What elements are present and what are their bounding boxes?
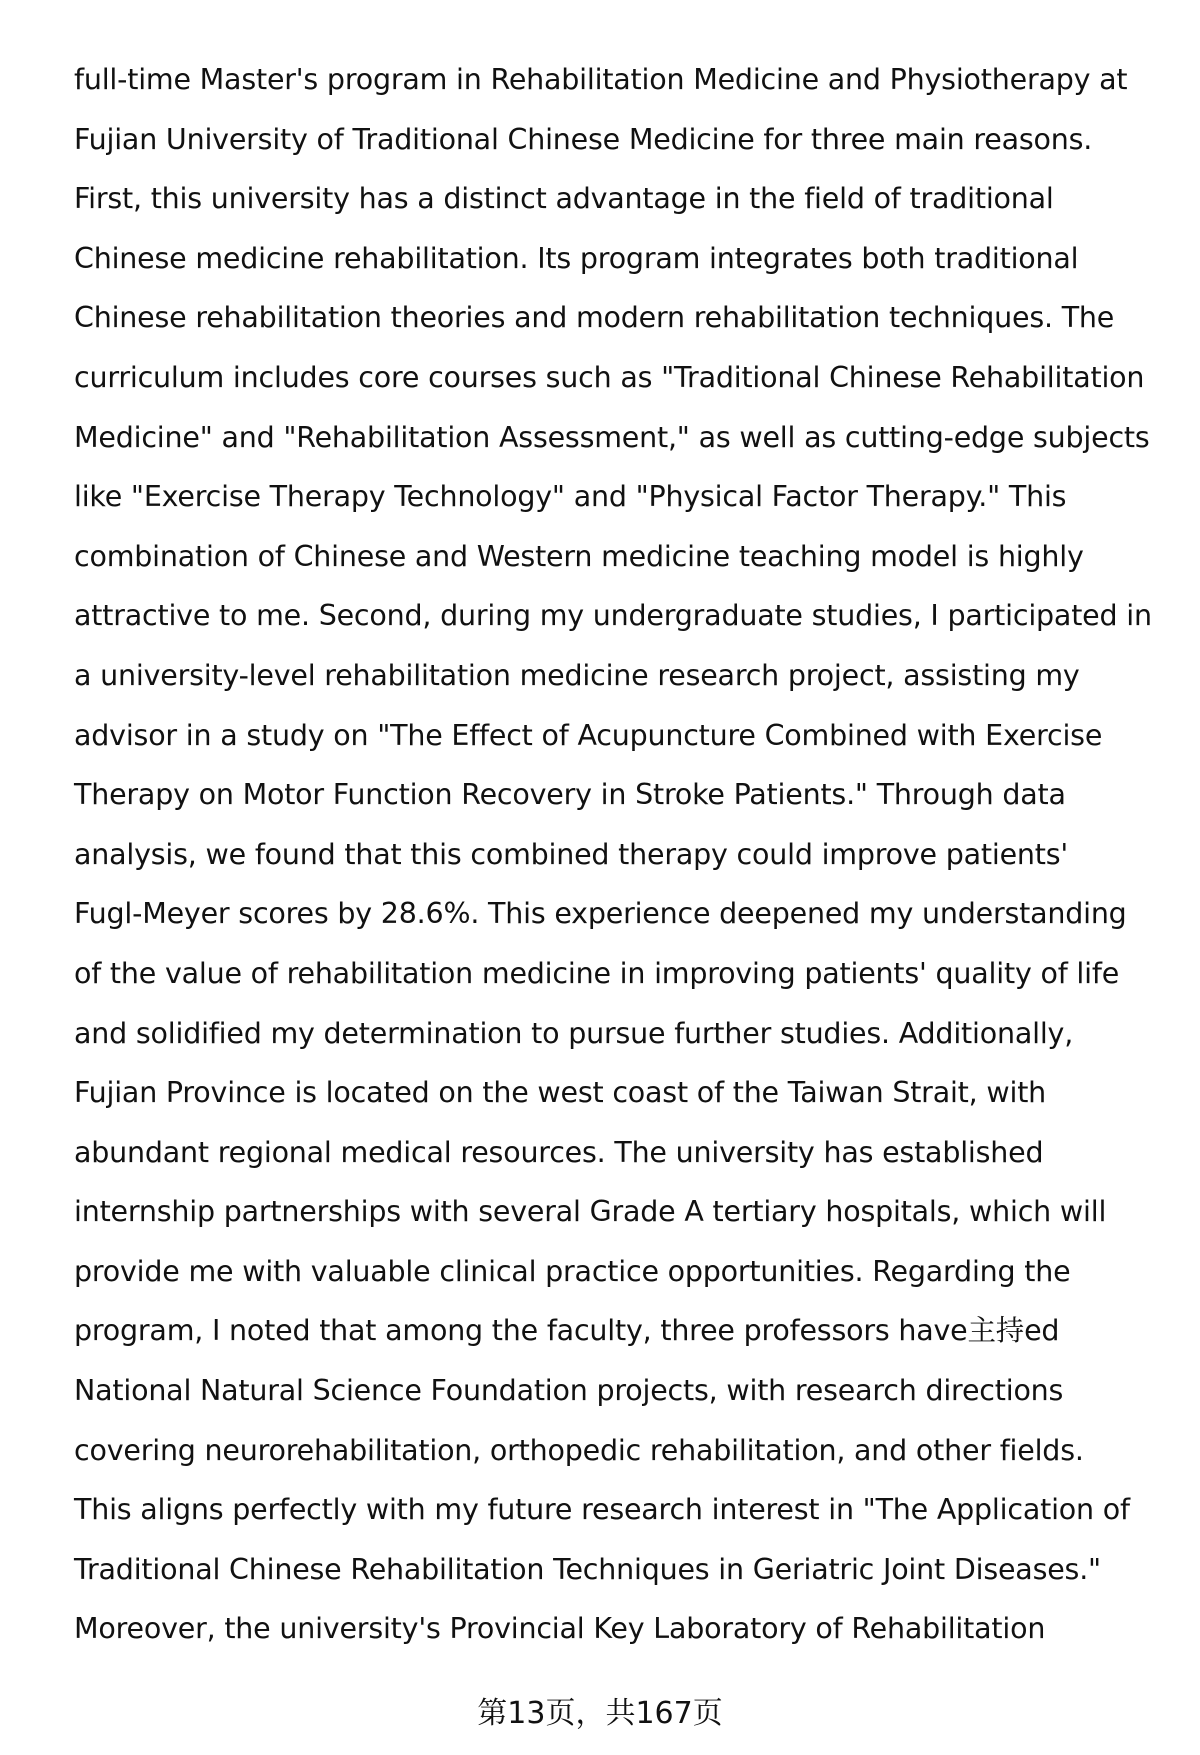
text-line: attractive to me. Second, during my undergraduate studies, I participated in (74, 599, 1152, 633)
text-line: Moreover, the university's Provincial Key Laboratory of Rehabilitation (74, 1612, 1046, 1646)
page-number-footer: 第13页，共167页 (477, 1696, 723, 1731)
text-line: a university-level rehabilitation medicine research project, assisting my (74, 658, 1080, 692)
text-line: analysis, we found that this combined therapy could improve patients' (74, 837, 1069, 871)
text-line: full-time Master's program in Rehabilitation Medicine and Physiotherapy at (74, 63, 1128, 96)
text-line: and solidified my determination to pursue further studies. Additionally, (74, 1016, 1074, 1050)
text-line: abundant regional medical resources. The university has established (74, 1135, 1044, 1169)
text-line: combination of Chinese and Western medicine teaching model is highly (74, 539, 1084, 573)
text-line: Fujian University of Traditional Chinese Medicine for three main reasons. (74, 122, 1093, 156)
text-line: This aligns perfectly with my future research interest in "The Application of (74, 1493, 1130, 1527)
text-line: First, this university has a distinct advantage in the field of traditional (74, 182, 1054, 216)
text-line: covering neurorehabilitation, orthopedic rehabilitation, and other fields. (74, 1433, 1084, 1467)
text-line: Traditional Chinese Rehabilitation Techniques in Geriatric Joint Diseases." (74, 1552, 1101, 1586)
text-line: Fujian Province is located on the west coast of the Taiwan Strait, with (74, 1076, 1047, 1110)
text-line: provide me with valuable clinical practice opportunities. Regarding the (74, 1254, 1071, 1288)
text-line: of the value of rehabilitation medicine in improving patients' quality of life (74, 956, 1120, 990)
text-line: National Natural Science Foundation projects, with research directions (74, 1374, 1064, 1408)
text-line: internship partnerships with several Grade A tertiary hospitals, which will (74, 1195, 1107, 1229)
text-line: Fugl-Meyer scores by 28.6%. This experience deepened my understanding (74, 897, 1127, 931)
text-line: Chinese rehabilitation theories and modern rehabilitation techniques. The (74, 301, 1115, 335)
text-line: program, I noted that among the faculty, three professors have主持ed (74, 1314, 1060, 1348)
text-line: Medicine" and "Rehabilitation Assessment," as well as cutting-edge subjects (74, 420, 1150, 454)
body-text (74, 50, 1174, 1659)
text-line: like "Exercise Therapy Technology" and "Physical Factor Therapy." This (74, 480, 1067, 514)
text-line: advisor in a study on "The Effect of Acupuncture Combined with Exercise (74, 718, 1103, 752)
text-line: Chinese medicine rehabilitation. Its program integrates both traditional (74, 241, 1079, 275)
text-line: Therapy on Motor Function Recovery in Stroke Patients." Through data (74, 778, 1066, 812)
text-line: curriculum includes core courses such as "Traditional Chinese Rehabilitation (74, 360, 1145, 394)
